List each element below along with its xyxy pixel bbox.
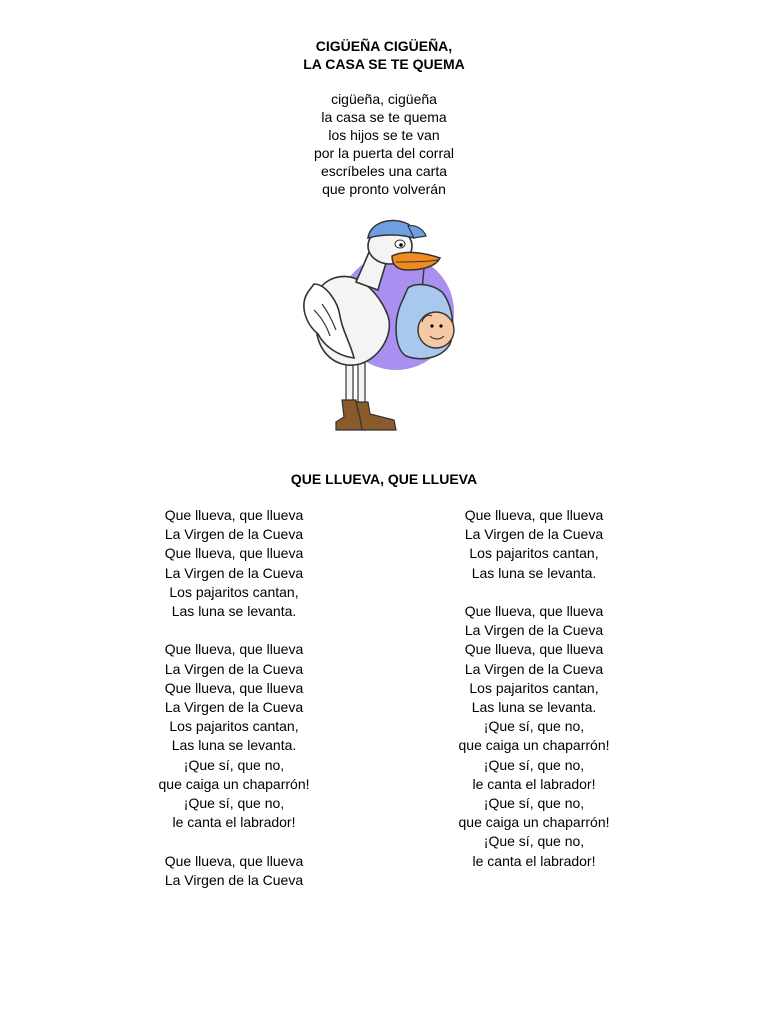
- song1-verse: [0, 90, 768, 198]
- verse-line: Las luna se levanta.: [171, 737, 297, 754]
- song2-right-column: [434, 506, 634, 890]
- verse-line: Que llueva, que llueva: [464, 641, 604, 658]
- stanza: [434, 602, 634, 871]
- verse-line: Las luna se levanta.: [471, 564, 597, 581]
- verse-line: Que llueva, que llueva: [164, 545, 304, 562]
- stork-cap: [368, 220, 415, 238]
- verse-line: Que llueva, que llueva: [464, 507, 604, 523]
- song1-title: [0, 37, 768, 73]
- verse-line: escríbeles una carta: [320, 163, 448, 179]
- verse-line: ¡Que sí, que no,: [483, 833, 585, 850]
- verse-line: Las luna se levanta.: [171, 603, 297, 620]
- verse-line: Los pajaritos cantan,: [469, 679, 599, 696]
- verse-line: La Virgen de la Cueva: [464, 622, 604, 639]
- verse-line: Los pajaritos cantan,: [169, 583, 299, 600]
- verse-line: Las luna se levanta.: [471, 699, 597, 716]
- verse-line: le canta el labrador!: [172, 814, 296, 831]
- verse-line: Que llueva, que llueva: [164, 641, 304, 658]
- verse-line: ¡Que sí, que no,: [483, 756, 585, 773]
- verse-line: La Virgen de la Cueva: [164, 564, 304, 581]
- verse-line: Que llueva, que llueva: [164, 507, 304, 523]
- verse-line: La Virgen de la Cueva: [164, 871, 304, 888]
- stanza: [134, 852, 334, 890]
- verse-line: le canta el labrador!: [472, 852, 596, 869]
- verse-line: ¡Que sí, que no,: [183, 795, 285, 812]
- verse-line: La Virgen de la Cueva: [164, 660, 304, 677]
- song2-left-column: [134, 506, 334, 909]
- verse-line: La Virgen de la Cueva: [164, 526, 304, 543]
- stork-leg: [358, 362, 365, 404]
- verse-line: Los pajaritos cantan,: [469, 545, 599, 562]
- song1-title-line: CIGÜEÑA CIGÜEÑA,: [315, 38, 453, 54]
- verse-line: cigüeña, cigüeña: [331, 91, 437, 107]
- verse-line: que pronto volverán: [322, 181, 446, 197]
- song1-title-line: LA CASA SE TE QUEMA: [303, 56, 465, 72]
- stork-carrying-baby-icon: [296, 212, 472, 440]
- song2-title: QUE LLUEVA, QUE LLUEVA: [290, 471, 478, 487]
- verse-line: La Virgen de la Cueva: [464, 526, 604, 543]
- verse-line: ¡Que sí, que no,: [483, 795, 585, 812]
- verse-line: Que llueva, que llueva: [464, 603, 604, 619]
- stork-boot: [356, 402, 396, 430]
- stanza: [134, 640, 334, 832]
- stork-leg: [346, 362, 353, 402]
- verse-line: le canta el labrador!: [472, 775, 596, 792]
- verse-line: ¡Que sí, que no,: [483, 718, 585, 735]
- verse-line: Que llueva, que llueva: [164, 852, 304, 869]
- verse-line: que caiga un chaparrón!: [458, 737, 610, 754]
- verse-line: ¡Que sí, que no,: [183, 756, 285, 773]
- verse-line: la casa se te quema: [321, 109, 447, 125]
- verse-line: que caiga un chaparrón!: [158, 775, 310, 792]
- verse-line: La Virgen de la Cueva: [164, 699, 304, 716]
- verse-line: que caiga un chaparrón!: [458, 814, 610, 831]
- verse-line: La Virgen de la Cueva: [464, 660, 604, 677]
- verse-line: los hijos se te van: [328, 127, 440, 143]
- baby-face: [418, 312, 454, 348]
- verse-line: Los pajaritos cantan,: [169, 718, 299, 735]
- stanza: [134, 506, 334, 621]
- verse-line: por la puerta del corral: [313, 145, 455, 161]
- stanza: [434, 506, 634, 583]
- verse-line: Que llueva, que llueva: [164, 679, 304, 696]
